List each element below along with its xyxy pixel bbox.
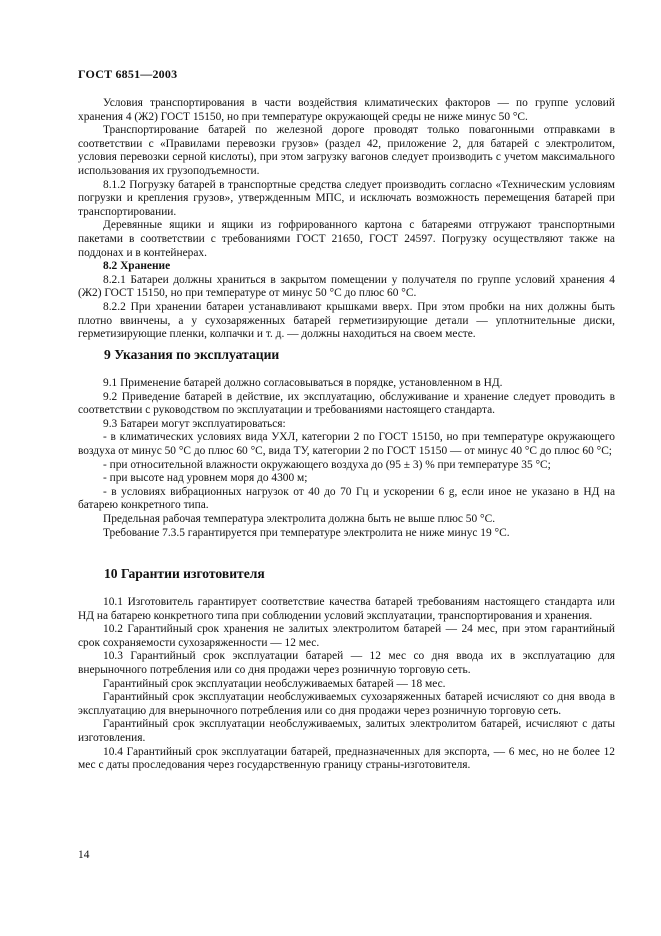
paragraph: Требование 7.3.5 гарантируется при температуре электролита не ниже минус 19 °С.	[103, 526, 510, 539]
paragraph: 9.1 Применение батарей должно согласовываться в порядке, установленном в НД.	[103, 377, 503, 389]
paragraph: Условия транспортирования в части воздействия климатических факторов — по группе условий хранения 4 (Ж2) ГОСТ 15150, но при температуре окружающей среды не ниже минус 50 °С.	[78, 97, 615, 123]
paragraph: 10.3 Гарантийный срок эксплуатации батарей — 12 мес со дня ввода их в эксплуатацию для внерыночного потребления или со дня продажи через розничную торговую сеть.	[78, 650, 615, 676]
section-10-text	[78, 596, 615, 773]
paragraph: Предельная рабочая температура электролита должна быть не выше плюс 50 °С.	[103, 512, 496, 525]
paragraph: 8.2.1 Батареи должны храниться в закрытом помещении у получателя по группе условий хранения 4 (Ж2) ГОСТ 15150, но при температуре от минус 50 °С до плюс 60 °С.	[78, 273, 615, 300]
paragraph: 10.4 Гарантийный срок эксплуатации батарей, предназначенных для экспорта, — 6 мес, но не более 12 мес с даты проследования через государственную границу страны-изготовителя.	[78, 745, 615, 772]
section-heading-9: 9 Указания по эксплуатации	[104, 347, 280, 362]
paragraph: Гарантийный срок эксплуатации необслуживаемых батарей — 18 мес.	[103, 677, 446, 690]
paragraph: Транспортирование батарей по железной дороге проводят только повагонными отправками в соответствии с «Правилами перевозки грузов» (раздел 42, приложение 2, для батарей с электролитом, условия перевозки серной кислоты), при этом загрузку вагонов следует производить с учетом максимального использования их грузоподъемности.	[78, 124, 615, 177]
paragraph: Гарантийный срок эксплуатации необслуживаемых сухозаряженных батарей исчисляют со дня ввода в эксплуатацию для внерыночного потребления или со дня продажи через розничную торговую сеть.	[78, 691, 615, 717]
list-item: - в условиях вибрационных нагрузок от 40 до 70 Гц и ускорении 6 g, если иное не указано в НД на батарею конкретного типа.	[78, 485, 615, 512]
list-item: - в климатических условиях вида УХЛ, категории 2 по ГОСТ 15150, но при температуре окружающего воздуха от минус 50 °С до плюс 60 °С, вида ТУ, категории 2 по ГОСТ 15150 — от минус 40 °С до плюс 60 °С;	[78, 431, 615, 457]
section-8-text	[78, 97, 615, 342]
paragraph: 8.1.2 Погрузку батарей в транспортные средства следует производить согласно «Техническим условиям погрузки и крепления грузов», утвержденным МПС, и исключать возможность перемещения батарей при транспортировании.	[78, 178, 615, 218]
paragraph: 10.2 Гарантийный срок хранения не залитых электролитом батарей — 24 мес, при этом гарантийный срок сохраняемости сухозаряженности — 12 мес.	[78, 623, 615, 649]
section-heading-10: 10 Гарантии изготовителя	[104, 566, 265, 581]
paragraph: 9.3 Батареи могут эксплуатироваться:	[103, 417, 286, 430]
section-9-text	[78, 377, 615, 540]
list-item: - при высоте над уровнем моря до 4300 м;	[103, 472, 308, 485]
list-item: - при относительной влажности окружающего воздуха до (95 ± 3) % при температуре 35 °С;	[103, 458, 551, 471]
paragraph: 8.2.2 При хранении батареи устанавливают крышками вверх. При этом пробки на них должны быть плотно ввинчены, а у сухозаряженных батарей герметизирующие детали — уплотнительные диски, герметизирующие пленки, колпачки и т. д. — должны находиться на своем месте.	[78, 300, 615, 341]
paragraph: 10.1 Изготовитель гарантирует соответствие качества батарей требованиям настоящего стандарта или НД на батарею конкретного типа при соблюдении условий эксплуатации, транспортирования и хранения.	[78, 596, 615, 622]
paragraph: Гарантийный срок эксплуатации необслуживаемых, залитых электролитом батарей, исчисляют с даты изготовления.	[78, 718, 615, 744]
standard-header: ГОСТ 6851—2003	[78, 67, 178, 81]
paragraph: Деревянные ящики и ящики из гофрированного картона с батареями отгружают транспортными пакетами в соответствии с требованиями ГОСТ 21650, ГОСТ 24597. Погрузку осуществляют также на поддонах и в контейнерах.	[78, 219, 615, 259]
paragraph: 9.2 Приведение батарей в действие, их эксплуатацию, обслуживание и хранение следует проводить в соответствии с руководством по эксплуатации и требованиями настоящего стандарта.	[78, 390, 615, 417]
subsection-heading-storage: 8.2 Хранение	[103, 260, 171, 273]
page-number: 14	[78, 849, 90, 861]
